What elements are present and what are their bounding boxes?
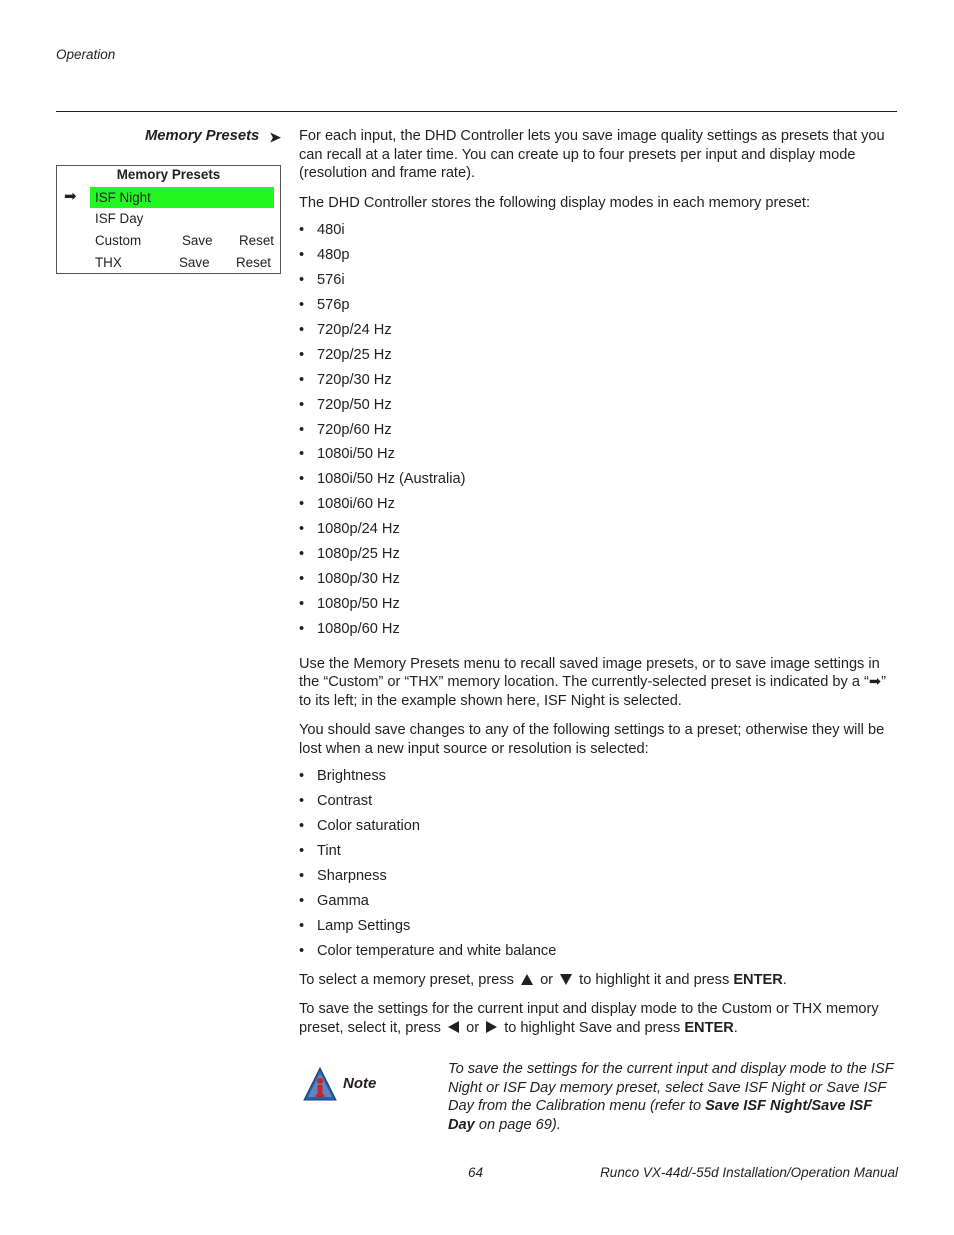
menu-row-label: Custom (95, 233, 142, 248)
list-item: • 1080p/30 Hz (299, 569, 899, 594)
menu-title: Memory Presets (116, 167, 221, 182)
instr-text: or (466, 1019, 480, 1036)
side-heading-title: Memory Presets (144, 128, 260, 144)
list-item: • 720p/50 Hz (299, 395, 899, 420)
list-item: • 720p/30 Hz (299, 370, 899, 395)
list-item: • 1080i/50 Hz (299, 444, 899, 469)
menu-row-custom[interactable] (90, 230, 274, 251)
list-item: • 576i (299, 270, 899, 295)
list-item: • Brightness (299, 766, 899, 791)
note-text (448, 1060, 900, 1134)
note-text-part: on page 69). (478, 1116, 561, 1133)
custom-reset-option[interactable]: Reset (239, 233, 274, 248)
save-warning-paragraph: You should save changes to any of the following settings to a preset; otherwise they will be lost when a new input source or resolution is selected: (299, 722, 885, 757)
display-modes-list (299, 220, 899, 644)
list-item: • 1080p/50 Hz (299, 594, 899, 619)
note-label: Note (343, 1075, 377, 1092)
thx-reset-option[interactable]: Reset (236, 255, 271, 270)
list-item: • Gamma (299, 891, 899, 916)
modes-intro-paragraph: The DHD Controller stores the following display modes in each memory preset: (299, 194, 810, 211)
side-heading-arrow-icon: ➤ (269, 129, 281, 145)
enter-key-label: ENTER (684, 1019, 734, 1036)
enter-key-label: ENTER (733, 971, 783, 988)
list-item: • 1080i/50 Hz (Australia) (299, 469, 899, 494)
memory-presets-menu (56, 165, 281, 274)
list-item: • Lamp Settings (299, 916, 899, 941)
list-item: • 1080p/60 Hz (299, 619, 899, 644)
list-item: • Sharpness (299, 866, 899, 891)
page-number: 64 (468, 1165, 484, 1180)
menu-row-isf-day[interactable] (90, 208, 274, 229)
instr-text: or (540, 971, 554, 988)
instr-text: to highlight Save and press (504, 1019, 681, 1036)
section-side-heading (56, 127, 281, 144)
selection-pointer-icon: ➡ (64, 188, 77, 205)
instr-text: To save the settings for the current input and display mode to the Custom or THX memory preset, select it, press (299, 1001, 879, 1036)
manual-title: Runco VX-44d/-55d Installation/Operation Manual (600, 1165, 898, 1180)
list-item: • 480p (299, 245, 899, 270)
list-item: • 480i (299, 220, 899, 245)
menu-row-label: THX (95, 255, 122, 270)
note-text-part: To save the settings for the current input and display mode to the ISF Night or ISF Day memory preset, select Save ISF Night or Save ISF Day from the Calibration menu (refer to (448, 1061, 894, 1115)
settings-list (299, 766, 899, 966)
intro-paragraph: For each input, the DHD Controller lets you save image quality settings as presets that you can recall at a later time. You can create up to four presets per input and display mode (resolution and frame rate). (299, 128, 885, 181)
list-item: • 720p/24 Hz (299, 320, 899, 345)
list-item: • Color saturation (299, 816, 899, 841)
menu-row-thx[interactable] (90, 252, 271, 273)
note-reference: Save ISF Night/Save ISF Day (448, 1098, 873, 1133)
instr-text: to highlight it and press (579, 971, 730, 988)
list-item: • 1080i/60 Hz (299, 494, 899, 519)
note-info-icon (302, 1066, 338, 1102)
list-item: • 1080p/25 Hz (299, 544, 899, 569)
menu-row-label: ISF Day (95, 211, 144, 226)
select-instruction (299, 971, 899, 990)
running-header: Operation (56, 47, 116, 62)
menu-row-label: ISF Night (95, 190, 151, 205)
list-item: • 1080p/24 Hz (299, 519, 899, 544)
thx-save-option[interactable]: Save (179, 255, 210, 270)
instr-text: . (782, 971, 787, 988)
right-arrow-icon (486, 1021, 497, 1033)
list-item: • 720p/60 Hz (299, 420, 899, 445)
usage-paragraph: Use the Memory Presets menu to recall saved image presets, or to save image settings in the “Custom” or “THX” memory location. The currently-selected preset is indicated by a “➡” to its left; in the example shown here, ISF Night is selected. (299, 655, 886, 709)
list-item: • Color temperature and white balance (299, 941, 899, 966)
custom-save-option[interactable]: Save (182, 233, 213, 248)
save-instruction (299, 1000, 899, 1037)
instr-text: . (733, 1019, 738, 1036)
up-arrow-icon (521, 974, 533, 985)
list-item: • 576p (299, 295, 899, 320)
main-content (299, 127, 899, 1048)
left-arrow-icon (448, 1021, 459, 1033)
list-item: • 720p/25 Hz (299, 345, 899, 370)
menu-row-isf-night[interactable] (90, 187, 274, 208)
header-rule (56, 111, 897, 112)
list-item: • Tint (299, 841, 899, 866)
list-item: • Contrast (299, 791, 899, 816)
instr-text: To select a memory preset, press (299, 971, 514, 988)
down-arrow-icon (560, 974, 572, 985)
